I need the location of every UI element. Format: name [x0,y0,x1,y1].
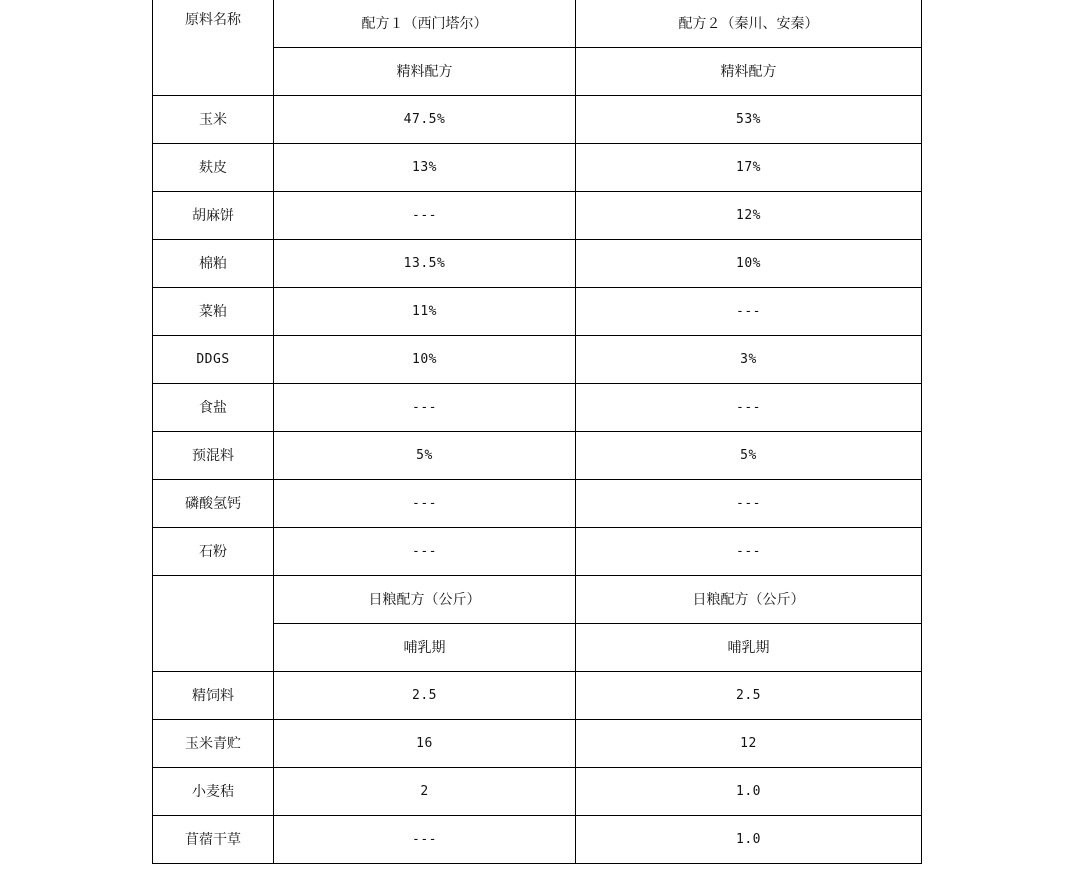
table-row [153,144,922,192]
ingredient-name: 玉米青贮 [153,720,274,768]
formula1-value: --- [274,192,576,240]
ingredient-name: 磷酸氢钙 [153,480,274,528]
formula2-value: --- [576,288,922,336]
formula2-value: 3% [576,336,922,384]
table-row [153,240,922,288]
formula1-subheader: 精料配方 [274,48,576,96]
formula2-value: --- [576,528,922,576]
formula1-header: 配方１（西门塔尔） [274,0,576,48]
ingredient-name: 胡麻饼 [153,192,274,240]
formula1-value: 2.5 [274,672,576,720]
ingredient-name: 麸皮 [153,144,274,192]
document-page [152,0,922,868]
table-header-row [153,0,922,48]
formula1-value: --- [274,480,576,528]
formula2-value: 17% [576,144,922,192]
table-row [153,288,922,336]
ingredient-name: 玉米 [153,96,274,144]
formula2-value: 10% [576,240,922,288]
ration-formula2-subheader: 哺乳期 [576,624,922,672]
ingredient-name: 小麦秸 [153,768,274,816]
formula2-value: 12% [576,192,922,240]
ration-formula2-header: 日粮配方（公斤） [576,576,922,624]
formula2-value: 2.5 [576,672,922,720]
table-row [153,96,922,144]
ration-formula1-subheader: 哺乳期 [274,624,576,672]
table-row [153,768,922,816]
ingredient-name: DDGS [153,336,274,384]
table-row [153,432,922,480]
table-row [153,384,922,432]
formula1-value: 10% [274,336,576,384]
table-row [153,720,922,768]
formula2-value: 5% [576,432,922,480]
formula1-value: 13.5% [274,240,576,288]
formula2-value: 12 [576,720,922,768]
formula1-value: 16 [274,720,576,768]
formula2-value: 1.0 [576,768,922,816]
table-row [153,672,922,720]
formula1-value: 2 [274,768,576,816]
feed-formula-table [152,0,922,864]
formula1-value: 5% [274,432,576,480]
table-row [153,528,922,576]
ingredient-name: 精饲料 [153,672,274,720]
ingredient-name: 菜粕 [153,288,274,336]
table-row [153,336,922,384]
formula2-subheader: 精料配方 [576,48,922,96]
ingredient-name: 预混料 [153,432,274,480]
ration-formula1-header: 日粮配方（公斤） [274,576,576,624]
ingredient-name: 食盐 [153,384,274,432]
ration-header-row [153,576,922,624]
ingredient-name: 苜蓿干草 [153,816,274,864]
formula2-value: --- [576,480,922,528]
formula1-value: 13% [274,144,576,192]
formula1-value: 11% [274,288,576,336]
formula1-value: --- [274,384,576,432]
formula1-value: --- [274,528,576,576]
formula2-header: 配方２（秦川、安秦） [576,0,922,48]
material-name-header: 原料名称 [153,0,274,96]
formula2-value: 1.0 [576,816,922,864]
formula1-value: --- [274,816,576,864]
ingredient-name: 棉粕 [153,240,274,288]
table-row [153,816,922,864]
formula1-value: 47.5% [274,96,576,144]
formula2-value: --- [576,384,922,432]
table-row [153,192,922,240]
formula2-value: 53% [576,96,922,144]
ingredient-name: 石粉 [153,528,274,576]
table-row [153,480,922,528]
ration-blank-cell [153,576,274,672]
